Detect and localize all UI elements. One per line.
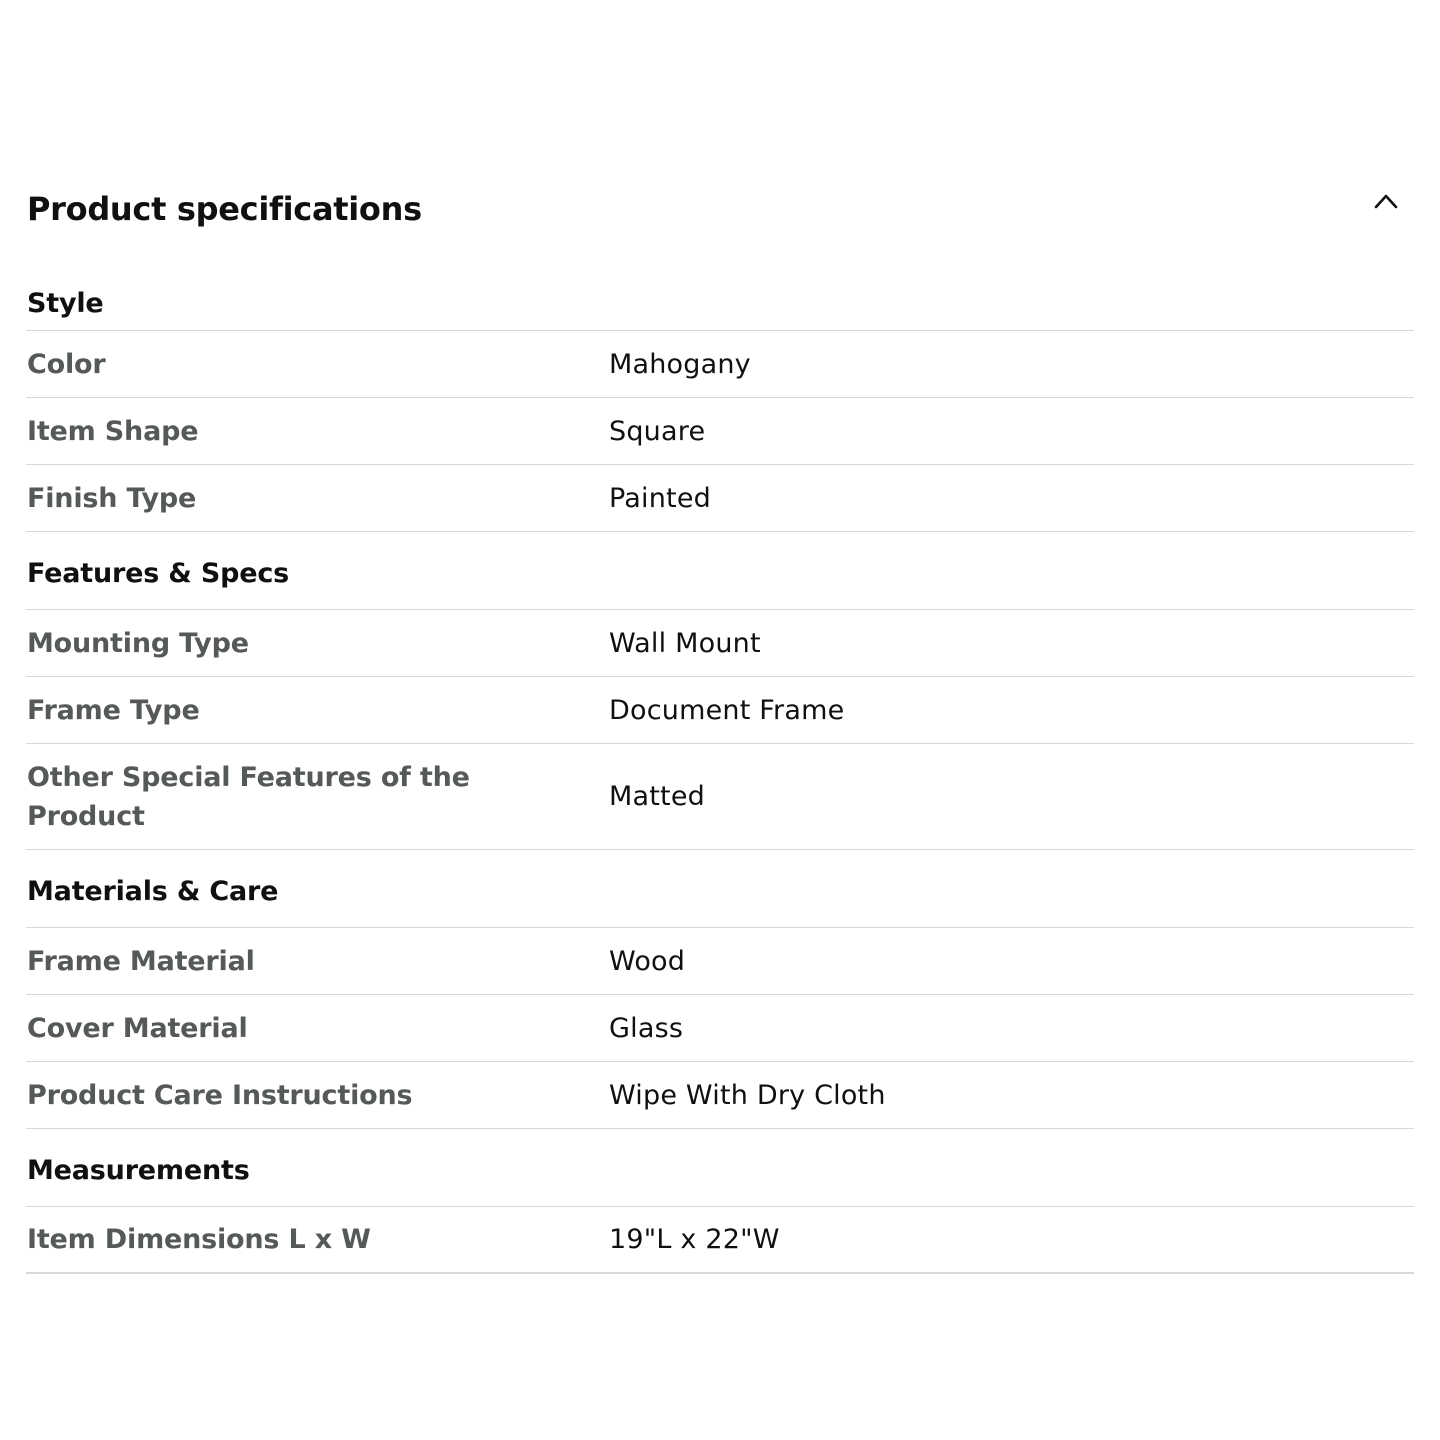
spec-row-item-shape bbox=[26, 398, 1414, 465]
spec-value: Matted bbox=[609, 781, 705, 812]
spec-value: Wipe With Dry Cloth bbox=[609, 1079, 886, 1111]
spec-label: Color bbox=[27, 348, 106, 380]
spec-label: Frame Type bbox=[27, 694, 200, 726]
spec-label: Other Special Features of the Product bbox=[27, 761, 470, 832]
spec-label: Frame Material bbox=[27, 945, 255, 977]
chevron-up-icon[interactable] bbox=[1374, 190, 1398, 214]
specifications-header[interactable] bbox=[26, 168, 1414, 252]
spec-row-frame-type bbox=[26, 677, 1414, 744]
spec-value: Glass bbox=[609, 1012, 684, 1044]
section-title-style: Style bbox=[26, 252, 1414, 331]
spec-value: Mahogany bbox=[609, 348, 751, 380]
spec-value: Wood bbox=[609, 945, 686, 977]
spec-label: Mounting Type bbox=[27, 627, 249, 659]
section-features-specs bbox=[26, 532, 1414, 850]
section-title-materials-care: Materials & Care bbox=[26, 850, 1414, 928]
spec-row-finish-type bbox=[26, 465, 1414, 532]
spec-label: Item Dimensions L x W bbox=[27, 1224, 371, 1255]
specifications-title: Product specifications bbox=[27, 190, 422, 228]
spec-value: Document Frame bbox=[609, 694, 845, 726]
product-specifications-panel bbox=[26, 168, 1414, 1274]
spec-row-special-features bbox=[26, 744, 1414, 850]
spec-row-frame-material bbox=[26, 928, 1414, 995]
spec-row-mounting-type bbox=[26, 610, 1414, 677]
section-title-features-specs: Features & Specs bbox=[26, 532, 1414, 610]
section-style bbox=[26, 252, 1414, 532]
spec-value: Painted bbox=[609, 482, 711, 514]
spec-row-cover-material bbox=[26, 995, 1414, 1062]
spec-row-item-dimensions bbox=[26, 1207, 1414, 1274]
spec-label: Cover Material bbox=[27, 1012, 248, 1044]
section-materials-care bbox=[26, 850, 1414, 1129]
spec-label: Product Care Instructions bbox=[27, 1079, 413, 1111]
spec-value: 19"L x 22"W bbox=[609, 1224, 780, 1255]
spec-row-care-instructions bbox=[26, 1062, 1414, 1129]
section-title-measurements: Measurements bbox=[26, 1129, 1414, 1207]
section-measurements bbox=[26, 1129, 1414, 1274]
spec-row-color bbox=[26, 331, 1414, 398]
spec-value: Wall Mount bbox=[609, 627, 761, 659]
spec-label: Finish Type bbox=[27, 482, 197, 514]
spec-value: Square bbox=[609, 415, 706, 447]
spec-label: Item Shape bbox=[27, 415, 199, 447]
